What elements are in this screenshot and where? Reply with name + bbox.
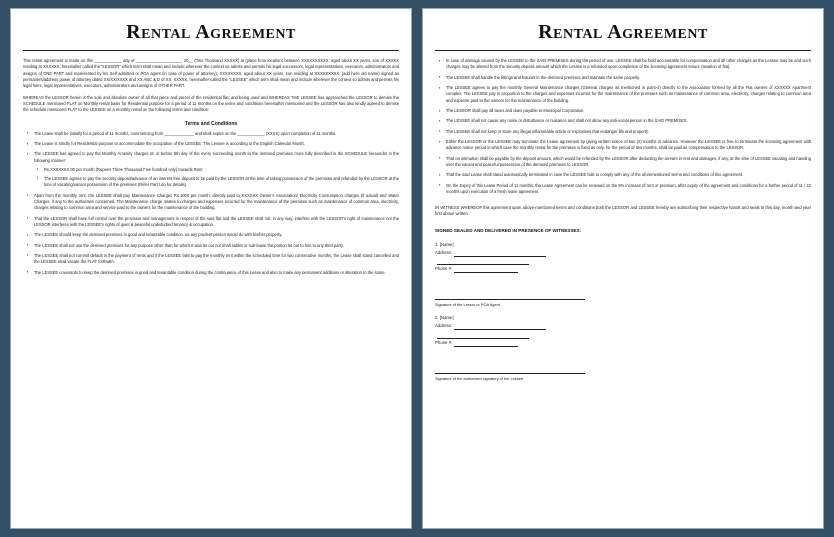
signature-spacer-1 — [435, 279, 811, 289]
whereas-paragraph: WHEREAS the LESSOR herein is the sole and absolute owner of all that piece and parcel of the residential flat, and being used and WHEREAS THE LESSEE has approached the LESSOR to demise the SCHEDULE mentioned FLAT on Monthly rental basis for Residential purpose for a period of 11 months on the terms and conditions hereinafter mentioned and the LESSOR has also kindly agreed to demise the schedule mentioned FLAT to the LESSEE on a monthly rental on the following terms and condition: — [23, 94, 399, 113]
list-item: ▪ The LESSEE should keep the demised premises in good and tenantable condition, as any prudent person would do with his/her property. — [34, 232, 399, 238]
intro-paragraph: This rental agreement is made on this ____________ day of ____________________, 20__ (Two Thousand XXXXX) at (place from location) between XXXXXXXXXX, aged about XX years, son of XXXXX residing at XXXXXX, hereinafter called the "LESSOR" which term shall mean and include wherever the context so admits and permits his legal successors, legal representatives, executors, administrators and assigns of ONE PART and represented by his Self admitted or POA agent (in case of power of attorney), XXXXXXXX, aged about XX years, son residing at XXXXXXXXX, (add here old name) signed as permanent/address power of attorney dated XX/XX/XXXX and XX ABC & D of XX, XXXXX, hereinafter called the "LESSEE" which term shall mean and include wherever the context so admits and permits his legal heirs, legal representatives, executors, administrators and assigns of OTHER PART. — [23, 58, 399, 89]
list-item: ▪ Apart from the monthly rent, the LESSEE shall pay Maintenance Charges Rs.1000 per month, directly paid to XXXXXX Owner's Association/ Electricity Consumption charges (if actual) and Water Charges, if any to the authorities concerned. The Maintenance charge relates to charges and expenses incurred for the maintenance of the premises such as maintenance of common area, electricity, charges relating to common area and service paid to the owners for the maintenance of the building. — [34, 193, 399, 212]
list-item: ▪ That the said Lease shall stand automatically terminated in case the LESSEE fails to comply with any of the aforementioned terms and conditions of this agreement. — [446, 172, 811, 178]
signature-block-lessee — [435, 314, 811, 347]
document-page-right — [422, 8, 824, 529]
signed-heading: SIGNED SEALED AND DELIVERED IN PRESENCE OF WITNESSES: — [435, 227, 582, 233]
list-item-text: The LESSEE has agreed to pay the Monthly Amenity charges on or before 5th day of the every succeeding month to the demised premises more fully described in the SCHEDULE hereunder in the following manner: — [34, 151, 399, 163]
signatory-phone-row-2 — [435, 339, 811, 347]
witness-clause: IN WITNESS WHEREOF this agreement upon above-mentioned terms and conditions both the LESSOR and LESSEE hereby are subscribing their respective hands and seals to this day, month and year first above written. — [435, 204, 811, 216]
lessor-signature-caption: Signature of the Lessor or POA Agent — [435, 302, 500, 308]
address-write-line-4-row — [435, 330, 811, 338]
signatory-phone-row — [435, 265, 811, 273]
section-heading-terms: Terms and Conditions — [184, 120, 238, 127]
list-item: ▪ That the LESSOR shall have full control over the provision and management in respect of the said flat and the LESSEE shall not, in any way, interfere with the LESSOR's right of maintenance nor the LESSOR interferes with the LESSEE's rights of quiet & peaceful undisturbed tenancy & occupation. — [34, 216, 399, 229]
lessee-signature-line — [435, 373, 585, 374]
signature-spacer-2 — [435, 353, 811, 363]
document-page-left — [10, 8, 412, 529]
signature-block-lessor — [435, 241, 811, 274]
list-item: ▪ The Lease shall be initially for a period of 11 months, commencing from _____________ and shall expire on the ____________ (XXXX) upon completion of 11 months. — [34, 131, 399, 137]
list-item: ▪ The LESSEE shall handle the fittings and fixtures in the demised premises and maintain the same properly. — [446, 75, 811, 81]
title-divider-left — [23, 50, 399, 51]
signatory-address-row — [435, 249, 811, 257]
list-item: ▪ The LESSEE covenants to keep the demised premises in good and tenantable condition during the continuance of this Lease and also to make any permanent additions or alteration to the same. — [34, 270, 399, 276]
list-item: ▪ That on intimation shall be payable by the deposit amount, which would be refunded by the LESSOR after deducting the arrears in rent and damages, if any, at the time of LESSEE vacating and handing over the vacant and peaceful possession of the demised premises to LESSOR. — [446, 156, 811, 169]
list-item: ▪ The LESSEE shall not keep or store any illegal inflammable article or explosives that endanger life and property. — [446, 129, 811, 135]
signatory-address-row-2 — [435, 322, 811, 330]
signatory-name-label-2: 2. [Name] — [435, 315, 454, 321]
list-item: ▪ The LESSEE shall not cause any noise or disturbance or nuisance and shall not allow any anti-social person in the SAID PREMISES. — [446, 118, 811, 124]
phone-write-line — [454, 271, 518, 273]
terms-list-primary — [23, 131, 399, 276]
list-item: ▪ The LESSOR shall pay all taxes and dues payable to Municipal Corporation. — [446, 108, 811, 114]
page-title-right: Rental Agreement — [538, 21, 708, 43]
signatory-phone-label: Phone #: — [435, 265, 453, 271]
signatory-name-label: 1. [Name] — [435, 241, 454, 247]
terms-sublist — [34, 167, 399, 188]
list-item: ▪ Either the LESSOR or the LESSEE may terminate the Lease agreement by giving written notice of two (2) months in advance. However the LESSEE is free to terminate the licensing agreement with advance notice period in which case the monthly rental for the premises is fixed as only, for the period of two months, shall be paid as compensation to the LESSOR. — [446, 139, 811, 152]
list-item: ▪ In case of damage caused by the LESSEE to the SAID PREMISES during the period of use, LESSEE shall be held accountable for compensation and all other charges as the Lessee may be and such charges may be altered from the security deposit amount which the Lessee is a refunded upon completion of the licensing agreement tenure (taxation of flat). — [446, 58, 811, 71]
list-item: ▪ The Lease is strictly for Residential purpose to accommodate the occupation of the LESSEE. The Lessee is according to the English Calendar Month. — [34, 141, 399, 147]
terms-list-continued — [435, 58, 811, 196]
list-item: ▪ On the Expiry of this Lease Period of 11 months, the Lease Agreement can be renewed on the 5% increase of rent or premium, after expiry of the agreement and conditions for a further period of 11 / 22 months upon execution of a fresh lease agreement. — [446, 183, 811, 196]
list-item: ▪ The LESSEE shall not use the demised premises for any purpose other than for which it was let out nor shall sublet or sub-lease the portion let out to him to any third party. — [34, 243, 399, 249]
list-item: ▪ The LESSEE agrees to pay the monthly General Maintenance charges (General charges as mentioned in point-4) directly to the Association formed by all the Flat owners of XXXXXX Apartment complex. The LESSEE pay in proportion to the charges and expenses incurred for the maintenance of the premises such as maintenance of common area, electricity, charges relating to common area and expense paid to the owners for the maintenance of the building. — [446, 85, 811, 104]
lessor-signature-line — [435, 299, 585, 300]
list-item — [34, 151, 399, 188]
list-item: ▪ The LESSEE shall not commit default in the payment of rents and if the LESSEE fails to pay the monthly rent within the scheduled time for two consecutive months, the Lease shall stand cancelled and the LESSEE shall vacate the FLAT forthwith. — [34, 253, 399, 266]
list-item: ▪ The LESSEE agrees to pay the security deposit/advance of an interest free deposit to be paid by the LESSOR at the time of taking possession of the premises and refunded by the LESSOR at the time of vacating/vacant possession of the premises (Refer Part I.do for details) — [44, 176, 399, 188]
phone-write-line-2 — [454, 345, 518, 347]
signatory-address-label: Address: — [435, 249, 452, 255]
signatory-address-label-2: Address: — [435, 323, 452, 329]
list-item: ▪ Rs.XXXXXXX.00 per month (Rupees Three Thousand Five hundred only) towards Rent — [44, 167, 399, 173]
address-write-line-2-row — [435, 257, 811, 265]
signatory-phone-label-2: Phone #: — [435, 339, 453, 345]
page-title-left: Rental Agreement — [126, 21, 296, 43]
lessee-signature-caption: Signature of the authorized signatory of the Lessee — [435, 375, 524, 381]
title-divider-right — [435, 50, 811, 51]
